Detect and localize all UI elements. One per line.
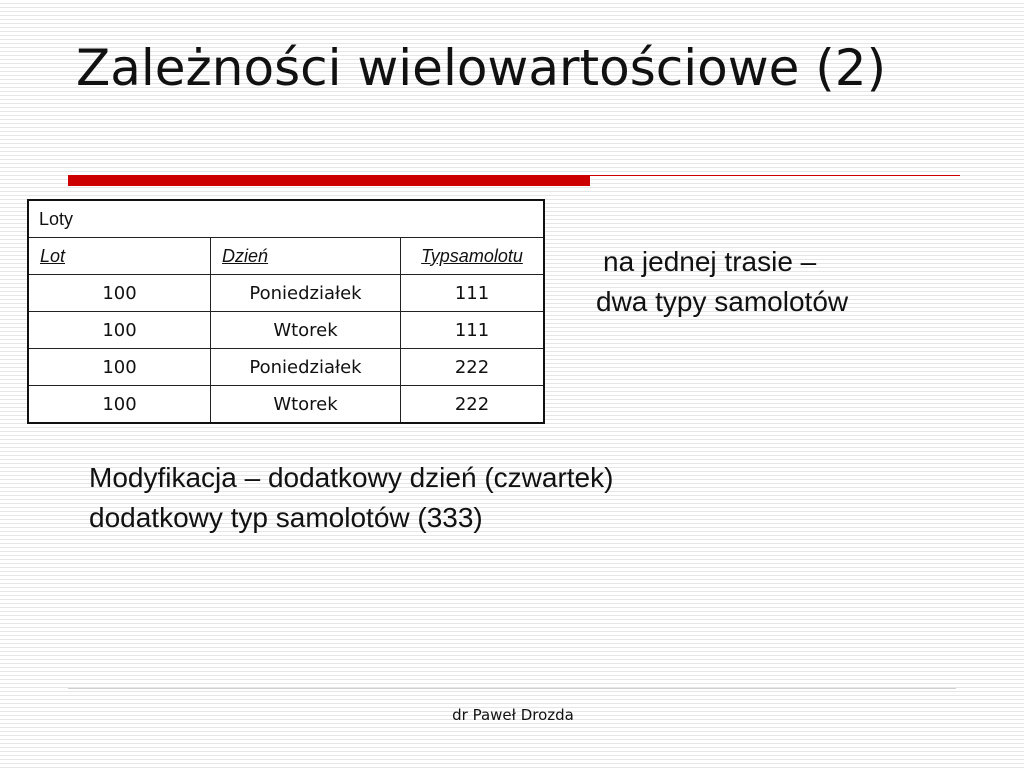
table-row bbox=[28, 275, 544, 312]
modification-text bbox=[89, 458, 989, 538]
table-row bbox=[28, 312, 544, 349]
footer-divider bbox=[68, 688, 956, 689]
table-cell-typ: 111 bbox=[401, 312, 545, 349]
column-header-typsamolotu: Typsamolotu bbox=[401, 238, 545, 275]
modification-line2: dodatkowy typ samolotów (333) bbox=[89, 502, 483, 533]
table-row bbox=[28, 386, 544, 424]
table-cell-dzien: Wtorek bbox=[211, 312, 401, 349]
table-cell-lot: 100 bbox=[28, 349, 211, 386]
footer-author bbox=[0, 706, 1024, 724]
table-cell-lot: 100 bbox=[28, 386, 211, 424]
title-underline-line bbox=[590, 175, 960, 176]
side-note-line1: na jednej trasie – bbox=[603, 246, 817, 277]
modification-line1: Modyfikacja – dodatkowy dzień (czwartek) bbox=[89, 462, 614, 493]
table-cell-lot: 100 bbox=[28, 275, 211, 312]
side-note bbox=[596, 242, 996, 322]
table-cell-dzien: Poniedziałek bbox=[211, 275, 401, 312]
table-cell-typ: 111 bbox=[401, 275, 545, 312]
column-header-lot: Lot bbox=[28, 238, 211, 275]
table-row bbox=[28, 349, 544, 386]
title-underline-bar bbox=[68, 175, 590, 186]
table-caption-row bbox=[28, 200, 544, 238]
table-cell-lot: 100 bbox=[28, 312, 211, 349]
table-header-row bbox=[28, 238, 544, 275]
table-caption: Loty bbox=[28, 200, 544, 238]
table-cell-dzien: Wtorek bbox=[211, 386, 401, 424]
table-cell-typ: 222 bbox=[401, 349, 545, 386]
flights-table bbox=[27, 199, 545, 424]
table-cell-dzien: Poniedziałek bbox=[211, 349, 401, 386]
footer-author-text: dr Paweł Drozda bbox=[452, 706, 574, 724]
table-cell-typ: 222 bbox=[401, 386, 545, 424]
side-note-line2: dwa typy samolotów bbox=[596, 286, 849, 317]
slide-title: Zależności wielowartościowe (2) bbox=[76, 39, 887, 97]
column-header-dzien: Dzień bbox=[211, 238, 401, 275]
